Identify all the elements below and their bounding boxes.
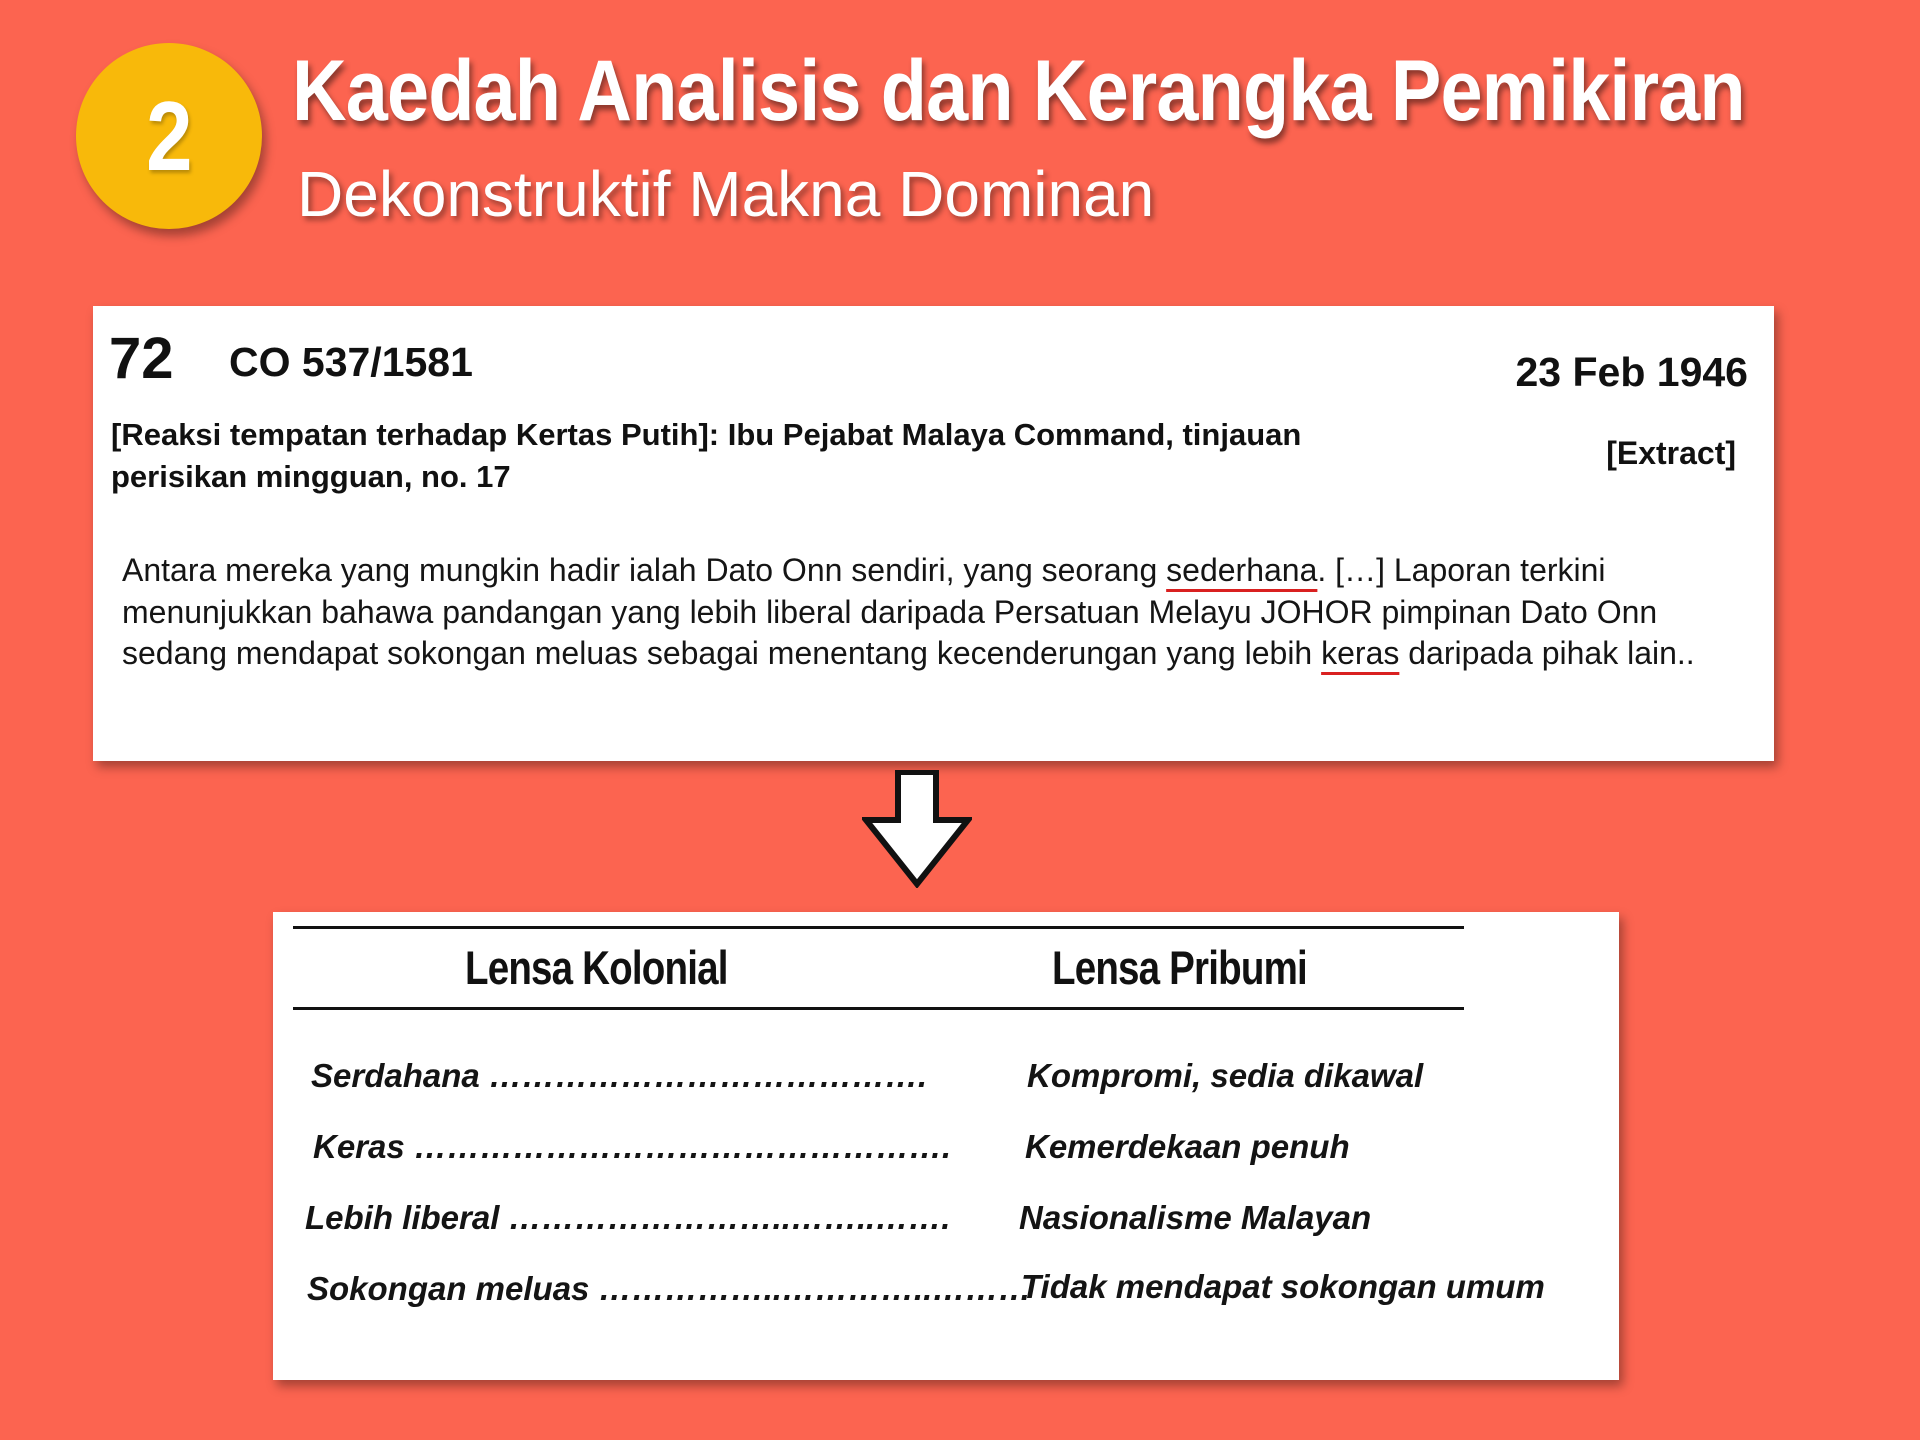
row-right-nasionalisme: Nasionalisme Malayan <box>1019 1199 1372 1236</box>
document-body <box>122 550 1762 675</box>
row-left-sokongan-meluas: Sokongan meluas ……………..…………..……… <box>307 1270 1032 1307</box>
document-extract-card <box>93 306 1774 761</box>
row-left-lebih-liberal: Lebih liberal ……………………..……..……. <box>305 1199 951 1236</box>
document-number: 72 <box>109 326 174 391</box>
row-right-kemerdekaan: Kemerdekaan penuh <box>1025 1128 1350 1165</box>
row-left-keras: Keras …………………………………………. <box>313 1128 952 1165</box>
row-right-kompromi: Kompromi, sedia dikawal <box>1027 1057 1424 1094</box>
body-text-2: . […] Laporan terkini menunjukkan bahawa pandangan yang lebih liberal daripada Persatuan Melayu JOHOR pimpinan Dato Onn sedang mendapat sokongan meluas sebagai menentang kecenderungan yang lebih <box>122 552 1658 671</box>
body-text-1: Antara mereka yang mungkin hadir ialah Dato Onn sendiri, yang seorang <box>122 552 1167 588</box>
extract-label: [Extract] <box>1606 435 1736 471</box>
page-title: Kaedah Analisis dan Kerangka Pemikiran <box>292 43 1745 139</box>
lens-comparison-table <box>273 912 1619 1380</box>
page-subtitle: Dekonstruktif Makna Dominan <box>297 158 1155 230</box>
document-date: 23 Feb 1946 <box>1515 349 1748 395</box>
table-header-rule <box>293 1007 1464 1010</box>
document-reference: CO 537/1581 <box>229 339 473 385</box>
section-number: 2 <box>145 81 193 191</box>
table-top-rule <box>293 926 1464 929</box>
row-left-serdahana: Serdahana …………………………………. <box>311 1057 928 1094</box>
document-heading <box>111 414 1651 498</box>
section-number-badge <box>76 43 262 229</box>
row-right-tidak-mendapat: Tidak mendapat sokongan umum <box>1021 1268 1545 1305</box>
document-heading-line-1: [Reaksi tempatan terhadap Kertas Putih]: Ibu Pejabat Malaya Command, tinjauan <box>111 417 1302 452</box>
column-header-pribumi: Lensa Pribumi <box>1052 941 1307 994</box>
body-text-3: daripada pihak lain.. <box>1399 635 1695 671</box>
column-header-kolonial: Lensa Kolonial <box>465 941 728 994</box>
down-arrow-icon <box>862 770 972 888</box>
highlight-word-sederhana: sederhana <box>1166 552 1318 588</box>
highlight-word-keras: keras <box>1321 635 1400 671</box>
document-heading-line-2: perisikan mingguan, no. 17 <box>111 459 511 494</box>
